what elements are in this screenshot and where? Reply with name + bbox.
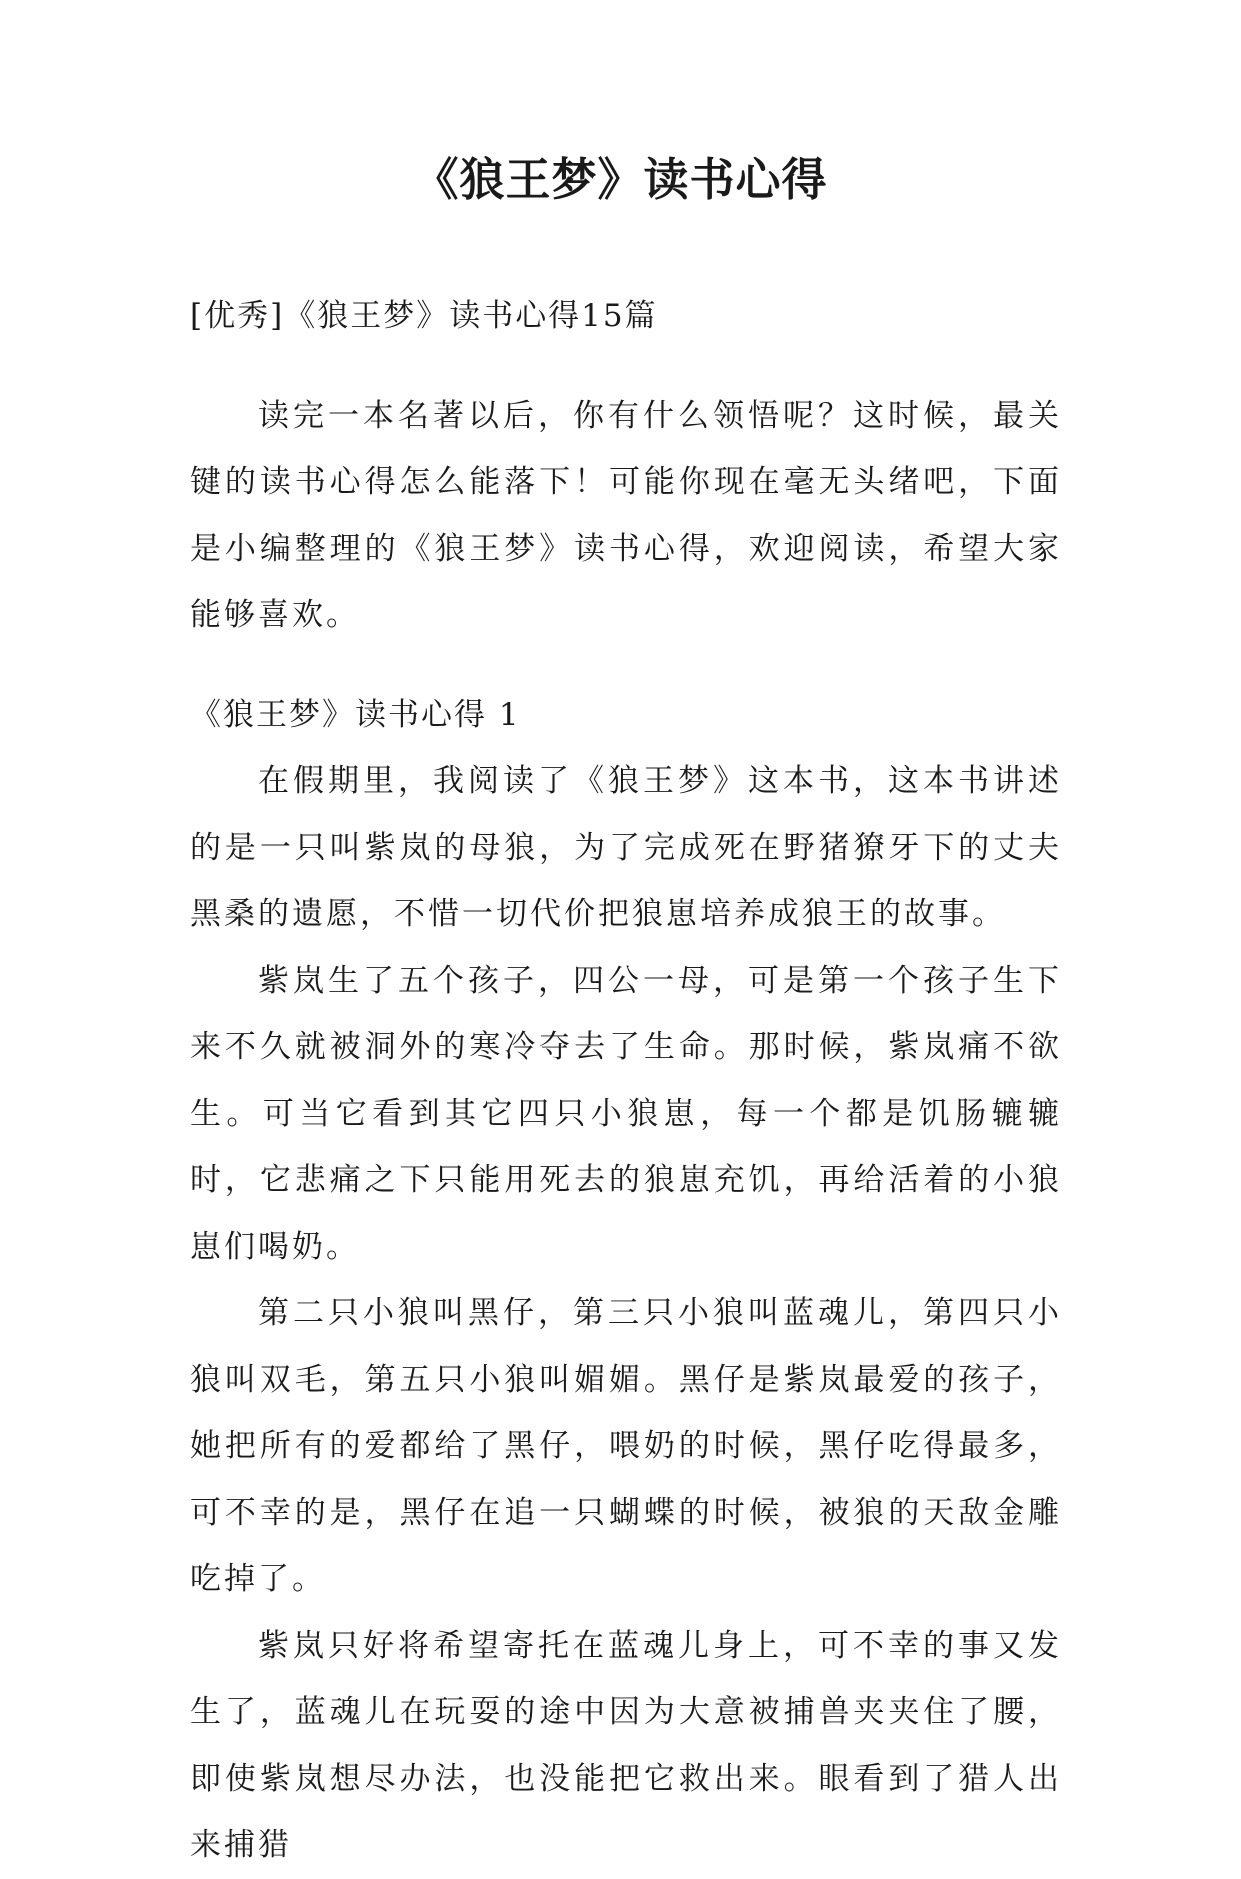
document-body	[190, 283, 1062, 1879]
intro-paragraph: 读完一本名著以后，你有什么领悟呢？这时候，最关键的读书心得怎么能落下！可能你现在毫无头绪吧，下面是小编整理的《狼王梦》读书心得，欢迎阅读，希望大家能够喜欢。	[190, 397, 1062, 633]
document-title: 《狼王梦》读书心得	[413, 153, 828, 206]
document-subtitle: [优秀]《狼王梦》读书心得15篇	[190, 298, 658, 334]
body-paragraph: 紫岚只好将希望寄托在蓝魂儿身上，可不幸的事又发生了，蓝魂儿在玩耍的途中因为大意被捕兽夹夹住了腰，即使紫岚想尽办法，也没能把它救出来。眼看到了猎人出来捕猎	[190, 1627, 1062, 1863]
section-heading: 《狼王梦》读书心得 1	[190, 696, 521, 733]
body-paragraph: 紫岚生了五个孩子，四公一母，可是第一个孩子生下来不久就被洞外的寒冷夺去了生命。那时候，紫岚痛不欲生。可当它看到其它四只小狼崽，每一个都是饥肠辘辘时，它悲痛之下只能用死去的狼崽充饥，再给活着的小狼崽们喝奶。	[190, 962, 1062, 1265]
body-paragraph: 第二只小狼叫黑仔，第三只小狼叫蓝魂儿，第四只小狼叫双毛，第五只小狼叫媚媚。黑仔是紫岚最爱的孩子，她把所有的爱都给了黑仔，喂奶的时候，黑仔吃得最多，可不幸的是，黑仔在追一只蝴蝶的时候，被狼的天敌金雕吃掉了。	[190, 1295, 1062, 1597]
body-paragraph: 在假期里，我阅读了《狼王梦》这本书，这本书讲述的是一只叫紫岚的母狼，为了完成死在野猪獠牙下的丈夫黑桑的遗愿，不惜一切代价把狼崽培养成狼王的故事。	[190, 763, 1062, 932]
